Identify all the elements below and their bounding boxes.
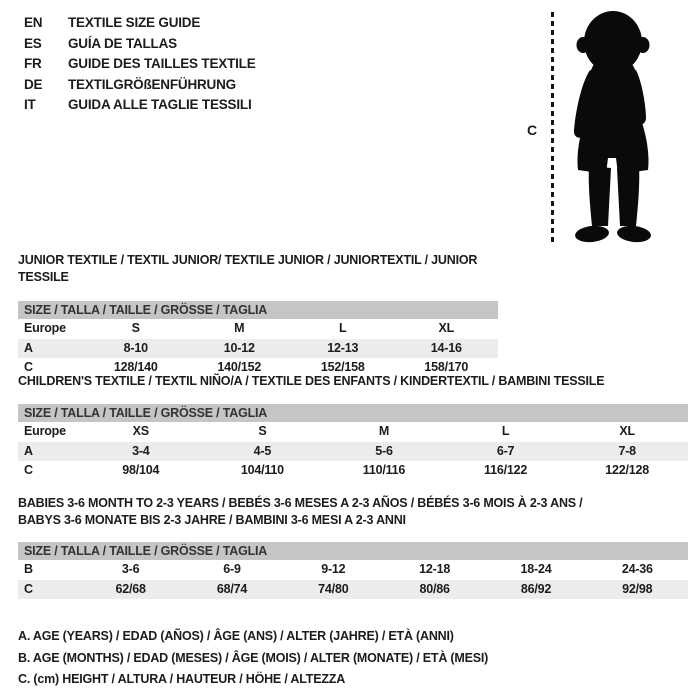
section-title-line-2: BABYS 3-6 MONATE BIS 2-3 JAHRE / BAMBINI 3-6 MESI A 2-3 ANNI (18, 513, 406, 527)
table-cell: S (258, 424, 267, 438)
lang-label: GUIDA ALLE TAGLIE TESSILI (68, 97, 252, 113)
row-label: Europe (24, 424, 66, 438)
table-cell: 14-16 (430, 340, 462, 355)
row-label: C (24, 581, 33, 596)
table-cell: 74/80 (318, 581, 349, 596)
lang-code: ES (24, 35, 42, 51)
table-cell: 116/122 (484, 463, 528, 477)
row-label: C (24, 360, 33, 374)
section-junior-textile (18, 252, 498, 378)
table-cell: XS (132, 424, 149, 438)
row-label: Europe (24, 321, 66, 335)
table-cell: L (501, 424, 510, 438)
table-cell: 6-9 (223, 562, 241, 576)
toddler-silhouette-image (561, 8, 665, 248)
table-cell: 110/116 (362, 463, 406, 477)
table-header-band: SIZE / TALLA / TAILLE / GRÖSSE / TAGLIA (18, 542, 688, 560)
table-cell: 12-18 (419, 562, 451, 576)
table-cell: M (378, 424, 390, 438)
table-cell: 62/68 (115, 581, 146, 596)
section-babies-textile (18, 495, 688, 599)
table-header-band: SIZE / TALLA / TAILLE / GRÖSSE / TAGLIA (18, 301, 498, 319)
table-cell: L (339, 321, 347, 335)
table-cell: 4-5 (253, 443, 272, 458)
table-cell: 3-4 (132, 443, 150, 458)
lang-row-en (24, 13, 256, 34)
lang-label: TEXTILGRÖßENFÜHRUNG (68, 76, 236, 92)
table-row (18, 461, 688, 481)
height-dotted-line (551, 12, 554, 244)
section-childrens-textile (18, 373, 688, 481)
table-row (18, 442, 688, 462)
section-title-line-1: BABIES 3-6 MONTH TO 2-3 YEARS / BEBÉS 3-6 MESES A 2-3 AÑOS / BÉBÉS 3-6 MOIS À 2-3 ANS / (18, 496, 583, 510)
row-label: A (24, 340, 33, 355)
table-row (18, 560, 688, 580)
table-cell: XL (438, 321, 455, 335)
lang-code: DE (24, 76, 43, 92)
table-cell: 152/158 (320, 360, 365, 374)
table-cell: M (234, 321, 245, 335)
table-row (18, 422, 688, 442)
table-cell: 92/98 (622, 581, 653, 596)
lang-row-it (24, 95, 256, 116)
lang-row-fr (24, 54, 256, 75)
lang-code: FR (24, 56, 42, 72)
lang-label: GUIDE DES TAILLES TEXTILE (68, 56, 256, 72)
table-cell: 128/140 (113, 360, 158, 374)
language-title-block (24, 13, 256, 116)
height-measure-label: C (527, 122, 538, 138)
lang-label: GUÍA DE TALLAS (68, 35, 177, 51)
table-cell: 104/110 (240, 463, 284, 477)
note-age-months: B. AGE (MONTHS) / EDAD (MESES) / ÂGE (MOIS) / ALTER (MONATE) / ETÀ (MESI) (18, 650, 489, 665)
table-cell: 80/86 (419, 581, 450, 596)
table-cell: 12-13 (327, 340, 359, 355)
row-label: A (24, 443, 33, 458)
row-label: C (24, 463, 33, 477)
note-height-cm: C. (cm) HEIGHT / ALTURA / HAUTEUR / HÖHE / ALTEZZA (18, 672, 346, 686)
table-cell: 10-12 (223, 340, 255, 355)
table-cell: 140/152 (217, 360, 262, 374)
table-cell: 9-12 (321, 562, 346, 576)
lang-code: EN (24, 15, 43, 30)
legend-notes (18, 626, 488, 691)
table-cell: 5-6 (375, 443, 393, 458)
row-label: B (24, 562, 33, 576)
table-cell: XL (619, 424, 635, 438)
lang-row-de (24, 75, 256, 96)
lang-code: IT (24, 97, 36, 113)
table-row (18, 339, 498, 359)
table-cell: 86/92 (520, 581, 552, 596)
section-title: CHILDREN'S TEXTILE / TEXTIL NIÑO/A / TEXTILE DES ENFANTS / KINDERTEXTIL / BAMBINI TESSILE (18, 374, 605, 388)
table-cell: 7-8 (618, 443, 636, 458)
table-cell: 98/104 (122, 463, 160, 477)
lang-label: TEXTILE SIZE GUIDE (68, 15, 201, 30)
table-cell: 3-6 (121, 562, 140, 576)
table-cell: 24-36 (621, 562, 653, 576)
table-cell: 122/128 (605, 463, 650, 477)
lang-row-es (24, 34, 256, 55)
table-cell: 8-10 (123, 340, 148, 355)
table-cell: 158/170 (424, 360, 469, 374)
table-row (18, 580, 688, 600)
table-row (18, 319, 498, 339)
table-cell: 6-7 (496, 443, 515, 458)
section-title: JUNIOR TEXTILE / TEXTIL JUNIOR/ TEXTILE JUNIOR / JUNIORTEXTIL / JUNIOR TESSILE (18, 253, 478, 284)
table-header-band: SIZE / TALLA / TAILLE / GRÖSSE / TAGLIA (18, 404, 688, 422)
note-age-years: A. AGE (YEARS) / EDAD (AÑOS) / ÂGE (ANS) / ALTER (JAHRE) / ETÀ (ANNI) (18, 629, 454, 643)
table-cell: 68/74 (216, 581, 248, 596)
table-cell: 18-24 (520, 562, 552, 576)
table-cell: S (131, 321, 140, 335)
